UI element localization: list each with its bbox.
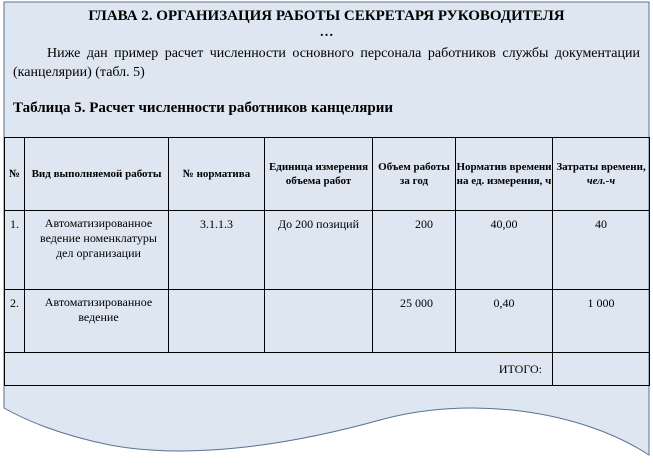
cell-time-norm: 0,40 [456,290,553,353]
cell-unit: До 200 позиций [265,211,373,290]
table-row [5,211,650,290]
cell-norm-no: 3.1.1.3 [169,211,265,290]
table-row [5,290,650,353]
staff-calculation-table [4,137,650,386]
cell-volume: 200 [373,211,456,290]
total-label: ИТОГО: [5,353,553,386]
cell-work: Автоматизированное ведение номенклатуры дел организации [25,211,169,290]
header-work: Вид выполняемой работы [25,138,169,211]
cell-unit [265,290,373,353]
intro-paragraph: Ниже дан пример расчет численности основного персонала работников службы документации (канцелярии) (табл. 5) [13,46,640,80]
header-volume: Объем работы за год [373,138,456,211]
table-caption: Таблица 5. Расчет численности работников канцелярии [13,100,394,116]
header-time-norm [456,138,553,211]
cell-volume: 25 000 [373,290,456,353]
header-cost-line1: Затраты времени, [556,161,646,173]
cell-norm-no [169,290,265,353]
header-cost [553,138,650,211]
header-no: № [5,138,25,211]
header-time-norm-line1: Норматив времени [456,161,552,173]
cell-time-norm: 40,00 [456,211,553,290]
header-time-norm-line2: на ед. измерения, ч [456,175,552,187]
cell-no: 1. [5,211,25,290]
cell-cost: 1 000 [553,290,650,353]
header-unit: Единица измерения объема работ [265,138,373,211]
total-value [553,353,650,386]
cell-work: Автоматизированное ведение [25,290,169,353]
title-ellipsis: … [319,25,334,40]
table-header-row [5,138,650,211]
cell-no: 2. [5,290,25,353]
cell-cost: 40 [553,211,650,290]
table-total-row [5,353,650,386]
chapter-title: ГЛАВА 2. ОРГАНИЗАЦИЯ РАБОТЫ СЕКРЕТАРЯ РУКОВОДИТЕЛЯ [88,8,565,24]
header-norm-no: № норматива [169,138,265,211]
header-cost-line2: чел.-ч [586,175,616,187]
